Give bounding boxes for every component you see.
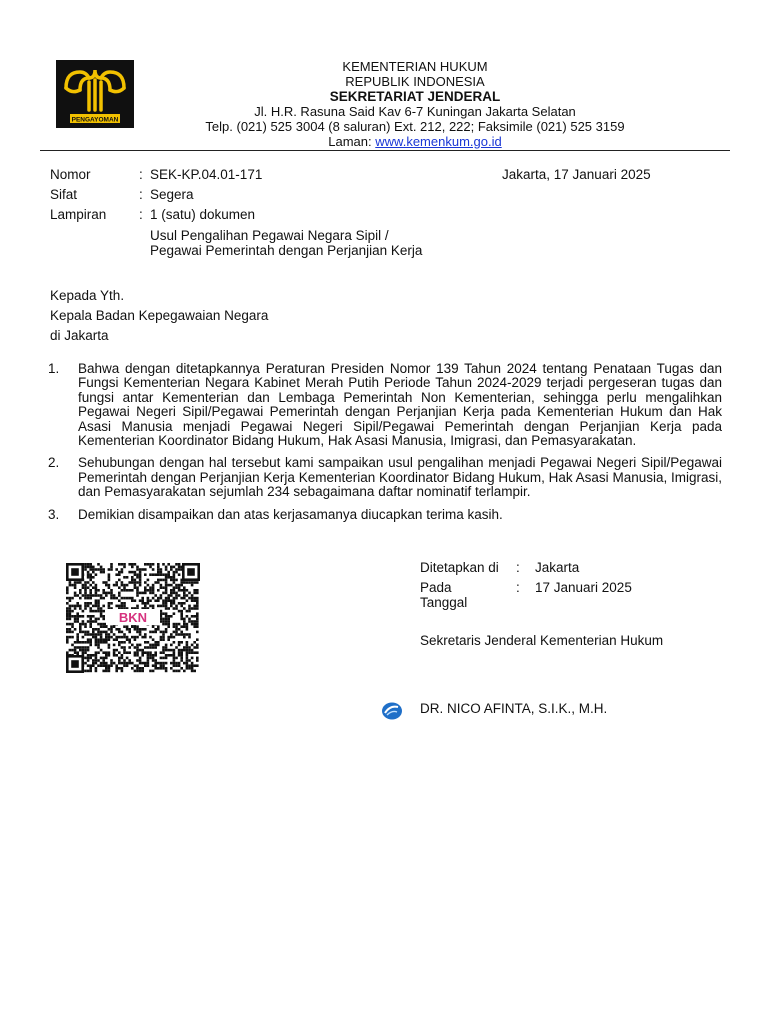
pada-value: 17 Januari 2025 (535, 580, 632, 595)
sifat-colon: : (139, 187, 143, 202)
body-item-text: Sehubungan dengan hal tersebut kami sampaikan usul pengalihan menjadi Pegawai Negeri Sipil/Pegawai Pemerintah dengan Perjanjian Kerja Kementerian Koordinator Bidang Hukum, Hak Asasi Manusia, Imigrasi, dan Pemasyarakatan sejumlah 234 sebagaimana daftar nominatif terlampir. (78, 455, 722, 500)
ministry-name: KEMENTERIAN HUKUM (342, 59, 488, 74)
letter-body (48, 362, 722, 530)
office-website (130, 134, 700, 149)
body-item (48, 456, 722, 499)
sifat-value: Segera (150, 187, 194, 202)
place-date: Jakarta, 17 Januari 2025 (502, 167, 651, 182)
pada-colon: : (516, 580, 520, 595)
signer-position: Sekretaris Jenderal Kementerian Hukum (420, 633, 664, 648)
tanggal-label: Tanggal (420, 595, 468, 610)
signer-name: DR. NICO AFINTA, S.I.K., M.H. (420, 701, 608, 716)
qr-code[interactable] (66, 563, 200, 673)
nomor-label: Nomor (50, 167, 91, 182)
body-item (48, 362, 722, 448)
body-item (48, 508, 722, 522)
lampiran-colon: : (139, 207, 143, 222)
body-item-number: 2. (48, 455, 60, 471)
body-item-number: 1. (48, 361, 60, 376)
sifat-label: Sifat (50, 187, 78, 202)
ditetapkan-colon: : (516, 560, 520, 575)
nomor-colon: : (139, 167, 143, 182)
header-divider (40, 150, 730, 151)
recipient-name: Kepala Badan Kepegawaian Negara (50, 308, 269, 323)
office-phone: Telp. (021) 525 3004 (8 saluran) Ext. 212, 222; Faksimile (021) 525 3159 (205, 119, 625, 134)
website-label: Laman: (328, 134, 372, 149)
lampiran-value: 1 (satu) dokumen (150, 207, 256, 222)
ditetapkan-label: Ditetapkan di (420, 560, 499, 575)
esign-icon (381, 701, 403, 721)
pada-label: Pada (420, 580, 452, 595)
secretariat-name: SEKRETARIAT JENDERAL (329, 89, 501, 104)
svg-text:PENGAYOMAN: PENGAYOMAN (71, 116, 119, 124)
bkn-badge: BKN (106, 609, 160, 625)
ministry-logo (56, 60, 134, 128)
body-item-text: Bahwa dengan ditetapkannya Peraturan Presiden Nomor 139 Tahun 2024 tentang Penataan Tugas dan Fungsi Kementerian Negara Kabinet Merah Putih Periode Tahun 2024-2029 terjadi pergeseran tugas dan fungsi antar Kementerian dan Lembaga Pemerintah Non Kementerian, sehingga perlu mengalihkan Pegawai Negeri Sipil/Pegawai Pemerintah dengan Perjanjian Kerja pada Kementerian Hukum dan Hak Asasi Manusia menjadi Pegawai Negeri Sipil/Pegawai Pemerintah dengan Perjanjian Kerja pada Kementerian Koordinator Bidang Hukum, Hak Asasi Manusia, Imigrasi, dan Pemasyarakatan. (78, 361, 722, 449)
body-item-number: 3. (48, 506, 60, 522)
website-link[interactable]: www.kemenkum.go.id (375, 134, 502, 149)
letter-subject: Usul Pengalihan Pegawai Negara Sipil / Pegawai Pemerintah dengan Perjanjian Kerja (150, 228, 423, 258)
republic-name: REPUBLIK INDONESIA (345, 74, 485, 89)
recipient-location: di Jakarta (50, 328, 109, 343)
lampiran-label: Lampiran (50, 207, 107, 222)
recipient-greeting: Kepada Yth. (50, 288, 125, 303)
office-address: Jl. H.R. Rasuna Said Kav 6-7 Kuningan Jakarta Selatan (254, 104, 576, 119)
ditetapkan-value: Jakarta (535, 560, 580, 575)
nomor-value: SEK-KP.04.01-171 (150, 167, 263, 182)
body-item-text: Demikian disampaikan dan atas kerjasamanya diucapkan terima kasih. (78, 506, 503, 522)
